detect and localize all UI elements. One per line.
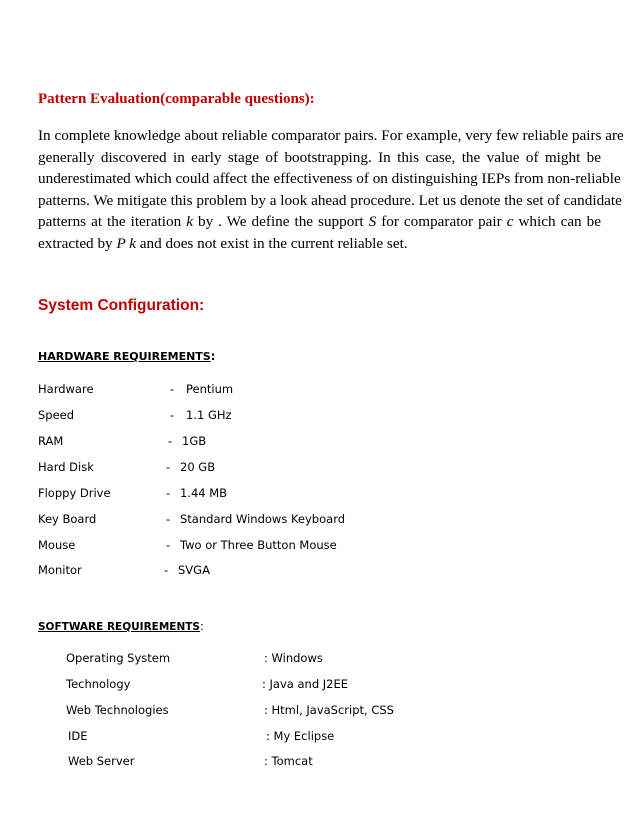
hardware-row-label: Monitor [38, 563, 82, 577]
pattern-evaluation-paragraph [38, 125, 624, 254]
hardware-row-value: SVGA [178, 563, 210, 577]
hardware-row-value: 1.1 GHz [186, 408, 232, 422]
paragraph-line: extracted by P k and does not exist in the current reliable set. [38, 234, 408, 252]
paragraph-line: underestimated which could affect the effectiveness of on distinguishing IEPs from non-reliable [38, 170, 621, 187]
hardware-row-label: Mouse [38, 538, 76, 552]
hardware-row-separator: - [164, 563, 169, 577]
paragraph-line: In complete knowledge about reliable comparator pairs. For example, very few reliable pairs are [38, 127, 624, 144]
hardware-row-label: RAM [38, 434, 64, 448]
hardware-row-value: Two or Three Button Mouse [180, 538, 337, 552]
hardware-row-label: Key Board [38, 512, 97, 526]
hardware-row-value: Standard Windows Keyboard [180, 512, 346, 526]
hardware-row-value: 20 GB [180, 460, 216, 474]
software-row-label: IDE [68, 729, 88, 743]
hardware-row-separator: - [170, 382, 175, 396]
software-row-value: : Windows [264, 651, 323, 665]
hardware-row-label: Floppy Drive [38, 486, 111, 500]
hardware-row-value: Pentium [186, 382, 234, 396]
pattern-evaluation-heading: Pattern Evaluation(comparable questions): [38, 91, 315, 107]
system-configuration-heading: System Configuration: [38, 297, 205, 314]
hardware-row-value: 1.44 MB [180, 486, 228, 500]
software-heading-text: SOFTWARE REQUIREMENTS [38, 621, 200, 633]
software-row-label: Technology [66, 677, 131, 691]
hardware-heading-colon: : [210, 349, 216, 363]
hardware-row-label: Speed [38, 408, 75, 422]
software-row-value: : My Eclipse [266, 729, 335, 743]
hardware-row-label: Hardware [38, 382, 94, 396]
hardware-heading-text: HARDWARE REQUIREMENTS [38, 350, 211, 363]
hardware-requirements-heading [38, 349, 215, 363]
hardware-row-separator: - [166, 512, 171, 526]
hardware-row-separator: - [166, 486, 171, 500]
software-row-label: Operating System [66, 651, 171, 665]
software-row-label: Web Technologies [66, 703, 169, 717]
paragraph-line: patterns. We mitigate this problem by a look ahead procedure. Let us denote the set of candidate [38, 191, 622, 209]
software-row-label: Web Server [68, 754, 135, 768]
hardware-row-label: Hard Disk [38, 460, 94, 474]
hardware-row-value: 1GB [182, 434, 207, 448]
software-heading-colon: : [199, 619, 204, 633]
software-requirements-heading [38, 619, 204, 633]
hardware-row-separator: - [170, 408, 175, 422]
hardware-row-separator: - [168, 434, 173, 448]
hardware-row-separator: - [166, 538, 171, 552]
software-row-value: : Html, JavaScript, CSS [264, 703, 394, 717]
hardware-row-separator: - [166, 460, 171, 474]
paragraph-line: generally discovered in early stage of bootstrapping. In this case, the value of might be [38, 148, 601, 166]
software-row-value: : Java and J2EE [262, 677, 349, 691]
software-row-value: : Tomcat [264, 754, 313, 768]
paragraph-line: patterns at the iteration k by . We define the support S for comparator pair c which can be [38, 213, 601, 230]
